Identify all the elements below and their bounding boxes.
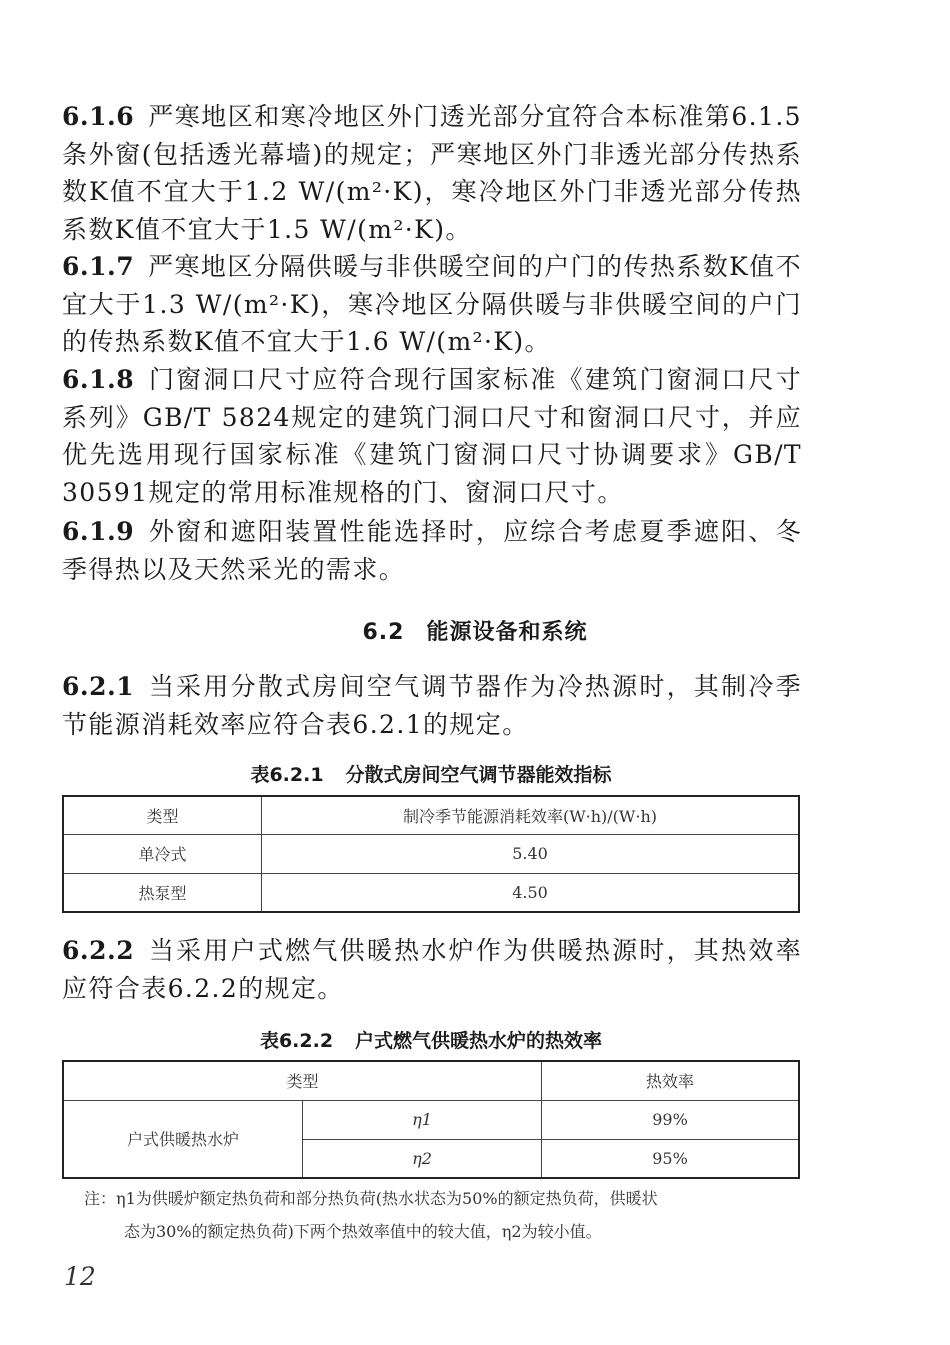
table-header-row [63,1061,799,1100]
table-row [63,1100,799,1139]
clause-text: 当采用分散式房间空气调节器作为冷热源时，其制冷季节能源消耗效率应符合表6.2.1的规定。 [62,672,802,739]
table-cell: 单冷式 [63,834,262,873]
header-cell: 类型 [63,796,262,834]
table-6-2-1 [62,795,800,913]
table-cell: η1 [303,1100,542,1139]
clause-number: 6.1.9 [62,517,135,546]
clause-text: 严寒地区分隔供暖与非供暖空间的户门的传热系数K值不宜大于1.3 W/(m²·K)，寒冷地区分隔供暖与非供暖空间的户门的传热系数K值不宜大于1.6 W/(m²·K)。 [62,252,802,356]
header-cell: 热效率 [542,1061,800,1100]
section-heading [0,615,950,646]
table-row [63,834,799,873]
table-note [84,1182,804,1248]
table-cell: 99% [542,1100,800,1139]
table-6-2-2 [62,1060,800,1179]
table-cell: 4.50 [262,873,800,912]
clause-6-2-2 [62,932,802,1007]
clause-number: 6.2.1 [62,672,135,701]
table-title: 户式燃气供暖热水炉的热效率 [355,1030,603,1052]
note-line: 态为30%的额定热负荷)下两个热效率值中的较大值，η2为较小值。 [124,1222,602,1241]
clause-number: 6.2.2 [62,936,135,965]
table-6-2-1-caption [0,760,862,787]
clause-6-1-6 [62,98,802,248]
clause-6-2-1 [62,668,802,743]
table-number: 表6.2.2 [259,1030,334,1052]
header-cell: 制冷季节能源消耗效率(W·h)/(W·h) [262,796,800,834]
table-cell: 95% [542,1139,800,1178]
table-cell: 户式供暖热水炉 [63,1100,303,1178]
page-number: 12 [64,1262,96,1291]
clause-number: 6.1.7 [62,252,135,281]
table-cell: 热泵型 [63,873,262,912]
clause-text: 当采用户式燃气供暖热水炉作为供暖热源时，其热效率应符合表6.2.2的规定。 [62,936,802,1003]
clause-6-1-8 [62,361,802,511]
table-row [63,873,799,912]
clause-number: 6.1.6 [62,102,135,131]
clause-6-1-9 [62,513,802,588]
clause-number: 6.1.8 [62,365,135,394]
table-title: 分散式房间空气调节器能效指标 [345,764,612,786]
section-number: 6.2 [362,620,405,645]
clause-6-1-7 [62,248,802,361]
clause-text: 门窗洞口尺寸应符合现行国家标准《建筑门窗洞口尺寸系列》GB/T 5824规定的建筑门洞口尺寸和窗洞口尺寸，并应优先选用现行国家标准《建筑门窗洞口尺寸协调要求》GB/T 30591规定的常用标准规格的门、窗洞口尺寸。 [62,365,802,507]
table-cell: η2 [303,1139,542,1178]
note-line: 注：η1为供暖炉额定热负荷和部分热负荷(热水状态为50%的额定热负荷，供暖状 [84,1189,658,1208]
section-title: 能源设备和系统 [426,620,588,645]
header-cell: 类型 [63,1061,542,1100]
clause-text: 外窗和遮阳装置性能选择时，应综合考虑夏季遮阳、冬季得热以及天然采光的需求。 [62,517,802,584]
table-number: 表6.2.1 [250,764,324,786]
table-header-row [63,796,799,834]
table-6-2-2-caption [0,1026,862,1053]
table-cell: 5.40 [262,834,800,873]
clause-text: 严寒地区和寒冷地区外门透光部分宜符合本标准第6.1.5条外窗(包括透光幕墙)的规定；严寒地区外门非透光部分传热系数K值不宜大于1.2 W/(m²·K)，寒冷地区外门非透光部分传热系数K值不宜大于1.5 W/(m²·K)。 [62,102,802,244]
